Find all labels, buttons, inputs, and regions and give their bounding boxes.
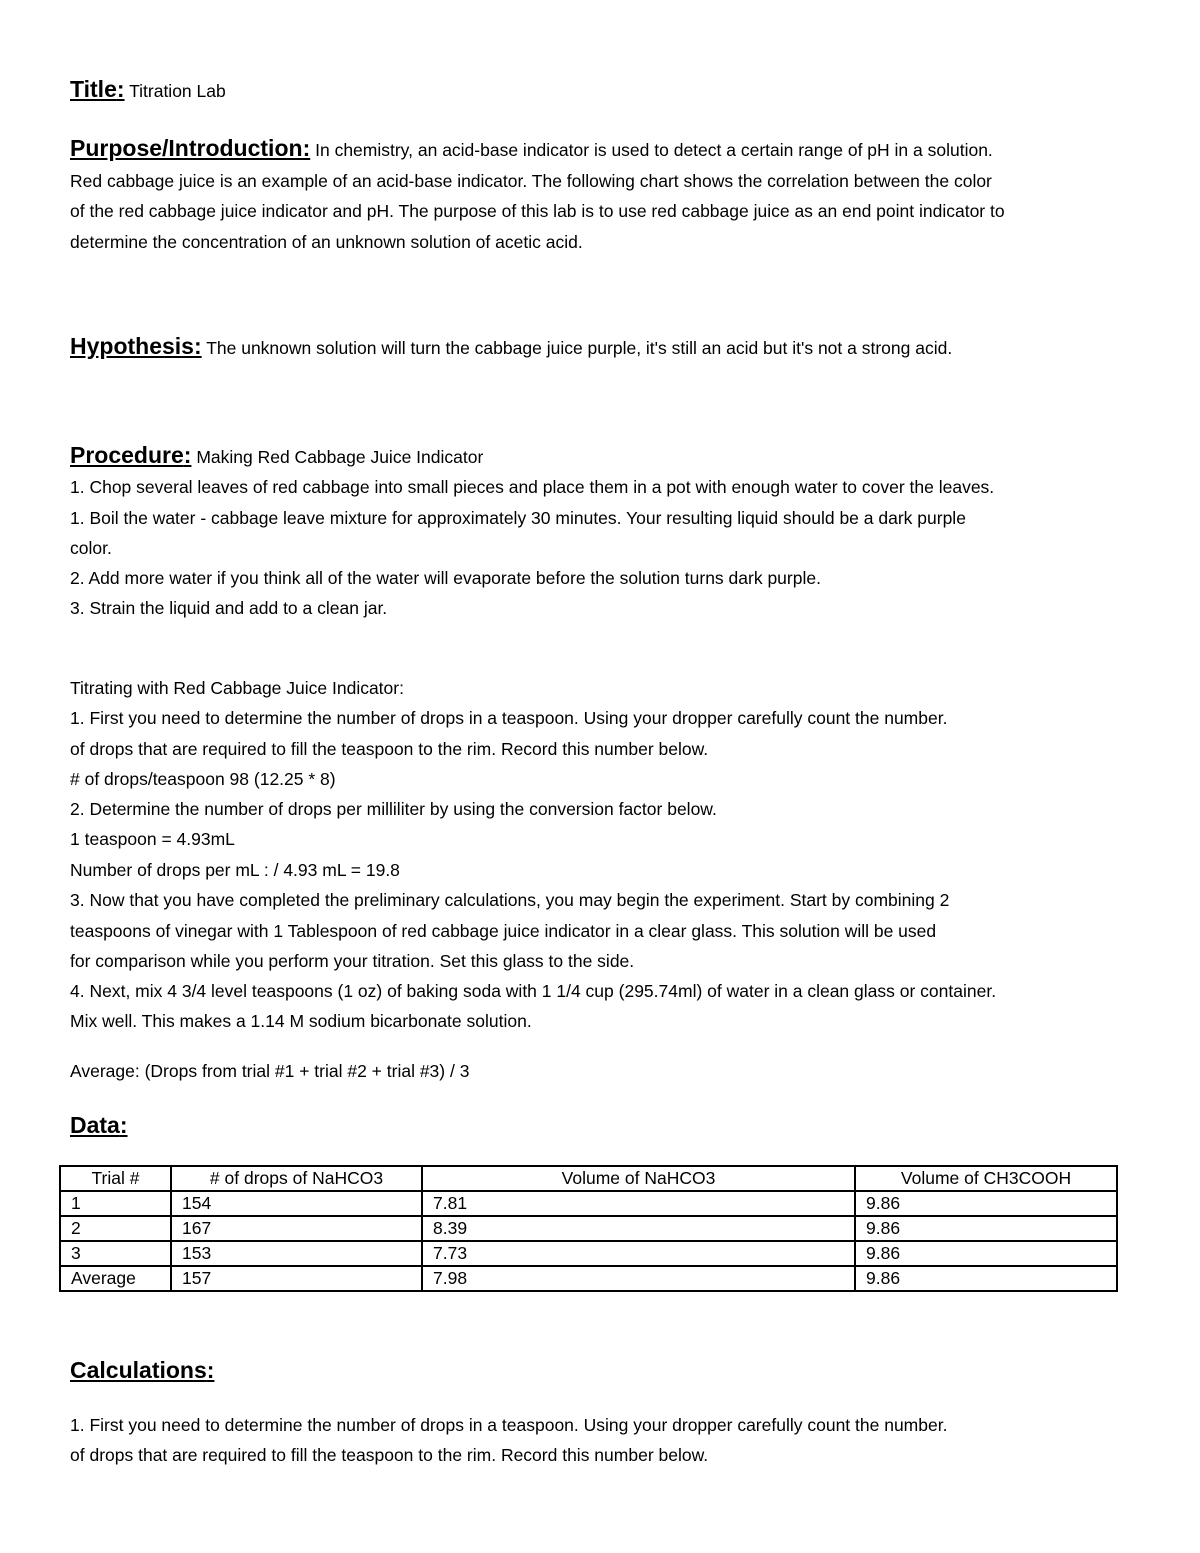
procedure-step: 2. Add more water if you think all of the water will evaporate before the solution turns dark purple.	[70, 568, 821, 588]
table-cell: 7.73	[422, 1241, 855, 1266]
procedure-step: 1. Boil the water - cabbage leave mixture for approximately 30 minutes. Your resulting liquid should be a dark purple	[70, 508, 966, 528]
purpose-line-2: Red cabbage juice is an example of an acid-base indicator. The following chart shows the correlation between the color	[70, 171, 992, 191]
calculations-text: 1. First you need to determine the number of drops in a teaspoon. Using your dropper carefully count the number.	[70, 1415, 948, 1435]
hypothesis-heading: Hypothesis:	[70, 333, 202, 359]
procedure-subtitle: Making Red Cabbage Juice Indicator	[196, 447, 484, 467]
titrating-line: Number of drops per mL : / 4.93 mL = 19.8	[70, 860, 400, 880]
titrating-line: of drops that are required to fill the teaspoon to the rim. Record this number below.	[70, 739, 709, 759]
table-cell: 9.86	[855, 1241, 1117, 1266]
procedure-step: color.	[70, 538, 112, 558]
procedure-step: 3. Strain the liquid and add to a clean jar.	[70, 598, 388, 618]
title-text: Titration Lab	[129, 81, 226, 101]
titrating-line: 2. Determine the number of drops per milliliter by using the conversion factor below.	[70, 799, 717, 819]
table-cell: 154	[171, 1191, 422, 1216]
titrating-line: # of drops/teaspoon 98 (12.25 * 8)	[70, 769, 336, 789]
table-cell: 167	[171, 1216, 422, 1241]
data-line	[70, 1114, 128, 1138]
column-header-volume-nahco3: Volume of NaHCO3	[422, 1166, 855, 1191]
calculations-text: of drops that are required to fill the teaspoon to the rim. Record this number below.	[70, 1445, 709, 1465]
table-cell: 2	[60, 1216, 171, 1241]
data-table	[59, 1165, 1118, 1292]
titrating-line: for comparison while you perform your titration. Set this glass to the side.	[70, 951, 635, 971]
titrating-line: 1. First you need to determine the number of drops in a teaspoon. Using your dropper carefully count the number.	[70, 708, 948, 728]
purpose-heading: Purpose/Introduction:	[70, 135, 311, 161]
title-heading: Title:	[70, 76, 125, 102]
table-row-average	[60, 1266, 1117, 1291]
titrating-line: 4. Next, mix 4 3/4 level teaspoons (1 oz) of baking soda with 1 1/4 cup (295.74ml) of water in a clean glass or container.	[70, 981, 997, 1001]
titrating-line: Mix well. This makes a 1.14 M sodium bicarbonate solution.	[70, 1011, 532, 1031]
hypothesis-text: The unknown solution will turn the cabbage juice purple, it's still an acid but it's not a strong acid.	[206, 338, 953, 358]
purpose-line-4: determine the concentration of an unknown solution of acetic acid.	[70, 232, 583, 252]
table-cell: 153	[171, 1241, 422, 1266]
procedure-heading: Procedure:	[70, 442, 192, 468]
procedure-step: 1. Chop several leaves of red cabbage into small pieces and place them in a pot with enough water to cover the leaves.	[70, 477, 995, 497]
table-header-row	[60, 1166, 1117, 1191]
table-cell: 9.86	[855, 1216, 1117, 1241]
titrating-line: teaspoons of vinegar with 1 Tablespoon of red cabbage juice indicator in a clear glass. This solution will be used	[70, 921, 937, 941]
hypothesis-line	[70, 335, 952, 359]
table-row	[60, 1191, 1117, 1216]
table-row	[60, 1241, 1117, 1266]
calculations-heading: Calculations:	[70, 1357, 215, 1383]
table-cell: Average	[60, 1266, 171, 1291]
purpose-line-1: Purpose/Introduction: In chemistry, an acid-base indicator is used to detect a certain range of pH in a solution.	[70, 135, 993, 161]
purpose-line-3: of the red cabbage juice indicator and pH. The purpose of this lab is to use red cabbage juice as an end point indicator to	[70, 201, 1005, 221]
average-formula: Average: (Drops from trial #1 + trial #2 + trial #3) / 3	[70, 1061, 470, 1081]
procedure-line	[70, 444, 483, 468]
table-cell: 1	[60, 1191, 171, 1216]
table-cell: 3	[60, 1241, 171, 1266]
table-cell: 9.86	[855, 1191, 1117, 1216]
table-cell: 8.39	[422, 1216, 855, 1241]
calculations-line	[70, 1359, 214, 1383]
table-cell: 7.98	[422, 1266, 855, 1291]
title-line	[70, 78, 226, 102]
data-heading: Data:	[70, 1112, 128, 1138]
column-header-drops: # of drops of NaHCO3	[171, 1166, 422, 1191]
table-cell: 157	[171, 1266, 422, 1291]
table-cell: 9.86	[855, 1266, 1117, 1291]
table-row	[60, 1216, 1117, 1241]
titrating-heading: Titrating with Red Cabbage Juice Indicator:	[70, 678, 404, 698]
column-header-trial: Trial #	[60, 1166, 171, 1191]
column-header-volume-ch3cooh: Volume of CH3COOH	[855, 1166, 1117, 1191]
titrating-line: 3. Now that you have completed the preliminary calculations, you may begin the experiment. Start by combining 2	[70, 890, 950, 910]
titrating-line: 1 teaspoon = 4.93mL	[70, 829, 235, 849]
table-cell: 7.81	[422, 1191, 855, 1216]
